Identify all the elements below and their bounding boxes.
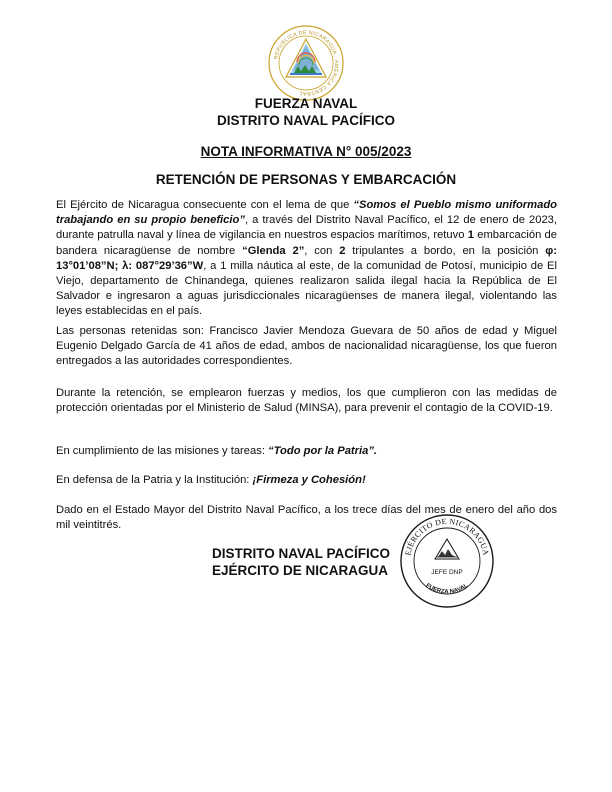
- p1-count-boats: 1: [467, 229, 474, 242]
- paragraph-1: [56, 198, 557, 320]
- nota-informativa-title: NOTA INFORMATIVA N° 005/2023: [200, 144, 412, 159]
- official-stamp: [398, 512, 496, 610]
- p4-text: En cumplimiento de las misiones y tareas:: [56, 445, 269, 457]
- nicaragua-seal-logo: [267, 24, 345, 102]
- paragraph-2: Las personas retenidas son: Francisco Javier Mendoza Guevara de 50 años de edad y Miguel Eugenio Delgado García de 41 años de edad, ambos de nacionalidad nicaragüense, los que fueron entregados a las autoridades correspondientes.: [56, 325, 557, 368]
- p1-boat-name: “Glenda 2”: [242, 244, 305, 257]
- p4-motto: “Todo por la Patria”.: [268, 445, 378, 457]
- p1-text-e: tripulantes a bordo, en la posición: [345, 244, 546, 257]
- header-fuerza-naval: FUERZA NAVAL: [254, 96, 358, 111]
- p1-text-a: El Ejército de Nicaragua consecuente con el lema de que: [56, 199, 354, 211]
- paragraph-4: [56, 444, 557, 459]
- paragraph-3: Durante la retención, se emplearon fuerzas y medios, los que cumplieron con las medidas de protección orientadas por el Ministerio de Salud (MINSA), para prevenir el contagio de la COVID-19.: [56, 387, 557, 415]
- header-distrito-naval: DISTRITO NAVAL PACÍFICO: [216, 113, 395, 128]
- p1-motto: “Somos el Pueblo mismo uniformado trabajando en su propio beneficio”: [56, 199, 557, 227]
- svg-text:FUERZA NAVAL: FUERZA NAVAL: [424, 582, 470, 596]
- subject-title: RETENCIÓN DE PERSONAS Y EMBARCACIÓN: [155, 172, 457, 187]
- p5-motto: ¡Firmeza y Cohesión!: [252, 474, 366, 486]
- paragraph-5: [56, 473, 557, 488]
- p1-position: φ: 13°01’08”N; λ: 087°29’36”W: [56, 244, 557, 272]
- p1-text-f: , a 1 milla náutica al este, de la comunidad de Potosí, municipio de El Viejo, departamento de Chinandega, quienes realizaron salida ilegal hacia la República de El Salvador e ingresaron a aguas jurisdiccionales nicaragüenses de manera ilegal, violentando las leyes establecidas en el país.: [56, 259, 558, 318]
- p1-text-b: , a través del Distrito Naval Pacífico, el 12 de enero de 2023, durante patrulla naval y línea de vigilancia en nuestros espacios marítimos, retuvo: [56, 214, 557, 242]
- signature-line-2: EJÉRCITO DE NICARAGUA: [212, 563, 389, 578]
- svg-text:JEFE DNP: JEFE DNP: [431, 569, 463, 576]
- p5-text: En defensa de la Patria y la Institución:: [56, 474, 253, 486]
- svg-text:EJÉRCITO DE NICARAGUA: EJÉRCITO DE NICARAGUA: [403, 516, 491, 557]
- paragraph-6: Dado en el Estado Mayor del Distrito Naval Pacífico, a los trece días del mes de enero del año dos mil veintitrés.: [56, 504, 557, 532]
- svg-text:REPÚBLICA DE NICARAGUA · AMÉRI: REPÚBLICA DE NICARAGUA · AMÉRICA CENTRAL: [273, 29, 340, 97]
- p1-text-c: embarcación de bandera nicaragüense de nombre: [56, 229, 557, 257]
- p1-count-crew: 2: [339, 244, 346, 257]
- signature-line-1: DISTRITO NAVAL PACÍFICO: [212, 546, 391, 561]
- p1-text-d: , con: [304, 244, 340, 257]
